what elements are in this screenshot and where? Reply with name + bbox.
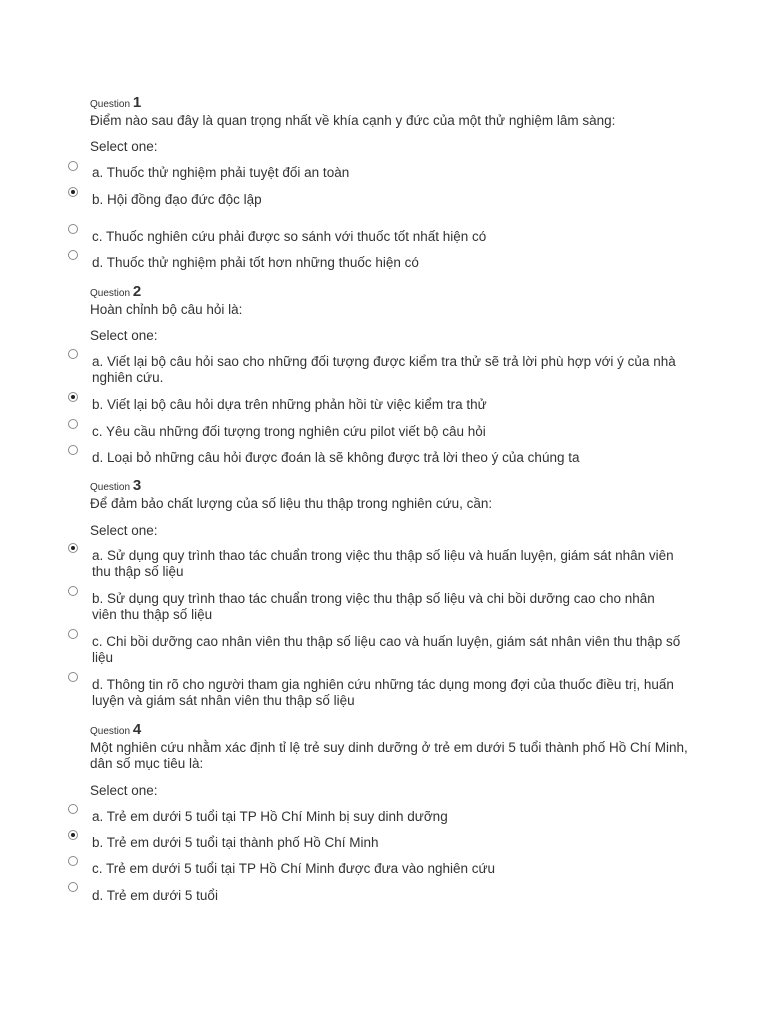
q1-option-d-radio[interactable] [68, 250, 78, 260]
q4-option-c-text[interactable]: c. Trẻ em dưới 5 tuổi tại TP Hồ Chí Minh được đưa vào nghiên cứu [92, 861, 496, 876]
question-3-select-label: Select one: [90, 523, 158, 538]
question-1-text: Điểm nào sau đây là quan trọng nhất về khía cạnh y đức của một thử nghiệm lâm sàng: [90, 113, 616, 128]
question-4-heading [90, 721, 141, 738]
q1-option-b-text[interactable]: b. Hội đồng đạo đức độc lập [92, 192, 262, 207]
question-3-text: Để đảm bảo chất lượng của số liệu thu thập trong nghiên cứu, cần: [90, 496, 493, 511]
q3-option-d-text[interactable]: d. Thông tin rõ cho người tham gia nghiên cứu những tác dụng mong đợi của thuốc điều trị, huấn luyện và giám sát nhân viên thu thập số liệu [92, 677, 674, 708]
question-label: Question [90, 99, 131, 110]
question-4-select-label: Select one: [90, 783, 158, 798]
question-label: Question [90, 482, 131, 493]
q4-option-a-text[interactable]: a. Trẻ em dưới 5 tuổi tại TP Hồ Chí Minh bị suy dinh dưỡng [92, 809, 448, 824]
q2-option-a-radio[interactable] [68, 349, 78, 359]
q4-option-a-radio[interactable] [68, 804, 78, 814]
question-4-text: Một nghiên cứu nhằm xác định tỉ lệ trẻ suy dinh dưỡng ở trẻ em dưới 5 tuổi thành phố Hồ Chí Minh, dân số mục tiêu là: [90, 740, 688, 771]
q2-option-b-radio[interactable] [68, 392, 78, 402]
q2-option-c-radio[interactable] [68, 419, 78, 429]
q2-option-d-text[interactable]: d. Loại bỏ những câu hỏi được đoán là sẽ không được trả lời theo ý của chúng ta [92, 450, 580, 465]
question-label: Question [90, 288, 131, 299]
q2-option-c-text[interactable]: c. Yêu cầu những đối tượng trong nghiên cứu pilot viết bộ câu hỏi [92, 424, 486, 439]
q4-option-c-radio[interactable] [68, 856, 78, 866]
q1-option-b-radio[interactable] [68, 187, 78, 197]
question-2-heading [90, 283, 141, 300]
question-label: Question [90, 726, 131, 737]
q3-option-b-radio[interactable] [68, 586, 78, 596]
q1-option-c-radio[interactable] [68, 224, 78, 234]
q2-option-b-text[interactable]: b. Viết lại bộ câu hỏi dựa trên những phản hồi từ việc kiểm tra thử [92, 397, 487, 412]
q3-option-d-radio[interactable] [68, 672, 78, 682]
q3-option-a-text[interactable]: a. Sử dụng quy trình thao tác chuẩn trong việc thu thập số liệu và huấn luyện, giám sát nhân viên thu thập số liệu [92, 548, 674, 579]
q1-option-a-text[interactable]: a. Thuốc thử nghiệm phải tuyệt đối an toàn [92, 165, 350, 180]
q1-option-d-text[interactable]: d. Thuốc thử nghiệm phải tốt hơn những thuốc hiện có [92, 255, 419, 270]
question-1-select-label: Select one: [90, 139, 158, 154]
question-1-heading [90, 94, 141, 111]
q4-option-b-radio[interactable] [68, 830, 78, 840]
q3-option-b-text[interactable]: b. Sử dụng quy trình thao tác chuẩn trong việc thu thập số liệu và chi bồi dưỡng cao cho nhân viên thu thập số liệu [92, 591, 655, 622]
q4-option-b-text[interactable]: b. Trẻ em dưới 5 tuổi tại thành phố Hồ Chí Minh [92, 835, 379, 850]
question-3-heading [90, 477, 141, 494]
q2-option-a-text[interactable]: a. Viết lại bộ câu hỏi sao cho những đối tượng được kiểm tra thử sẽ trả lời phù hợp với ý của nhà nghiên cứu. [92, 354, 676, 385]
q3-option-a-radio[interactable] [68, 543, 78, 553]
q4-option-d-radio[interactable] [68, 882, 78, 892]
q1-option-a-radio[interactable] [68, 161, 78, 171]
q1-option-c-text[interactable]: c. Thuốc nghiên cứu phải được so sánh với thuốc tốt nhất hiện có [92, 229, 487, 244]
question-number: 4 [132, 721, 142, 738]
q4-option-d-text[interactable]: d. Trẻ em dưới 5 tuổi [92, 888, 218, 903]
question-2-text: Hoàn chỉnh bộ câu hỏi là: [90, 302, 243, 317]
question-2-select-label: Select one: [90, 328, 158, 343]
q3-option-c-radio[interactable] [68, 629, 78, 639]
question-number: 2 [132, 283, 142, 300]
question-number: 1 [132, 94, 142, 111]
q2-option-d-radio[interactable] [68, 445, 78, 455]
q3-option-c-text[interactable]: c. Chi bồi dưỡng cao nhân viên thu thập số liệu cao và huấn luyện, giám sát nhân viên thu thập số liệu [92, 634, 681, 665]
question-number: 3 [132, 477, 142, 494]
